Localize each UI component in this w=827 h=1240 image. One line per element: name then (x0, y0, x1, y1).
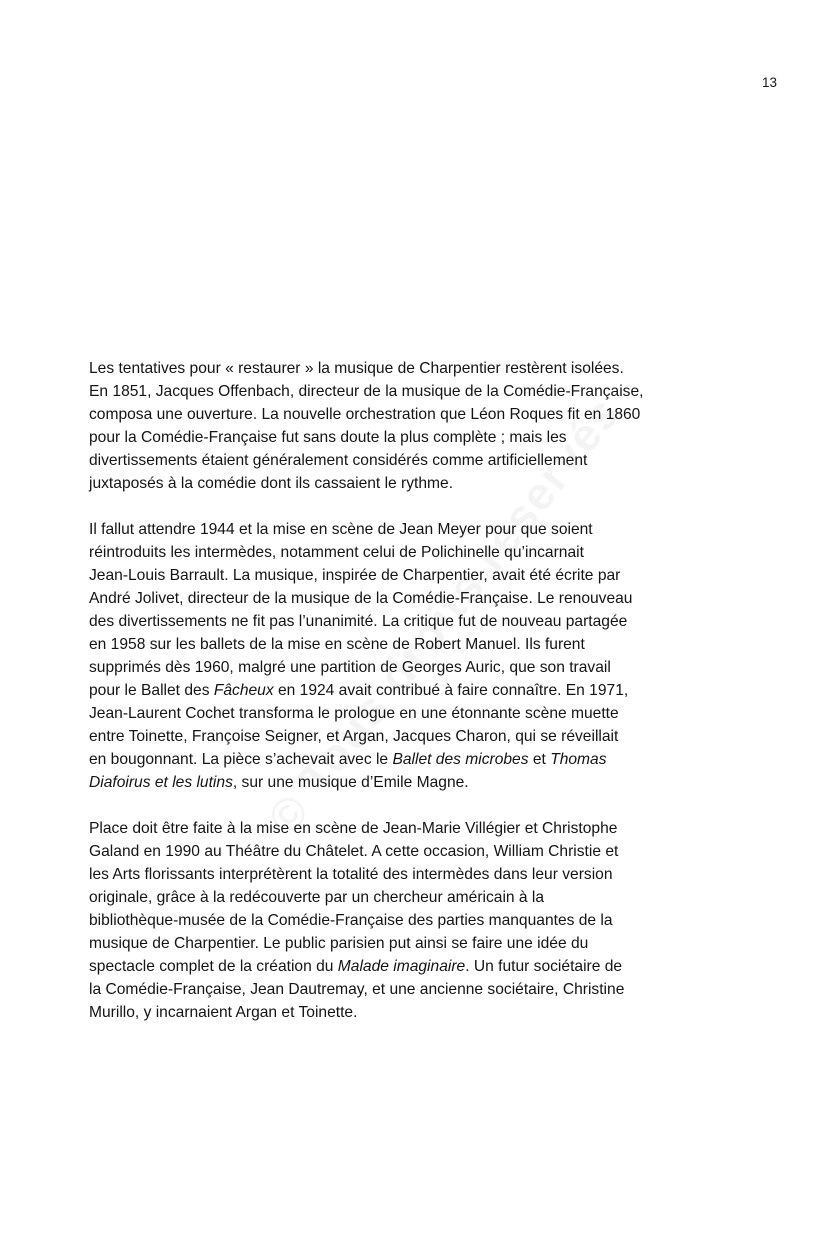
text-line (89, 587, 749, 610)
text-run: Les tentatives pour « restaurer » la musique de Charpentier restèrent isolées. (89, 360, 624, 377)
text-line (89, 610, 749, 633)
text-line (89, 725, 749, 748)
text-run: la Comédie-Française, Jean Dautremay, et une ancienne sociétaire, Christine (89, 981, 625, 998)
text-run: en 1924 avait contribué à faire connaître. En 1971, (273, 682, 629, 699)
text-line (89, 449, 749, 472)
text-line (89, 541, 749, 564)
italic-title: Fâcheux (213, 682, 274, 699)
text-run: et (528, 751, 551, 768)
text-line (89, 403, 749, 426)
text-run: Murillo, y incarnaient Argan et Toinette. (89, 1004, 358, 1021)
text-run: En 1851, Jacques Offenbach, directeur de la musique de la Comédie-Française, (89, 383, 644, 400)
text-line (89, 978, 749, 1001)
paragraph (89, 518, 749, 794)
paragraph (89, 357, 749, 495)
text-run: pour la Comédie-Française fut sans doute la plus complète ; mais les (89, 429, 567, 446)
text-run: réintroduits les intermèdes, notamment celui de Polichinelle qu’incarnait (89, 544, 584, 561)
text-line (89, 357, 749, 380)
text-line (89, 1001, 749, 1024)
text-line (89, 817, 749, 840)
text-run: bibliothèque-musée de la Comédie-Française des parties manquantes de la (89, 912, 613, 929)
text-run: . Un futur sociétaire de (465, 958, 623, 975)
text-run: pour le Ballet des (89, 682, 214, 699)
text-line (89, 955, 749, 978)
italic-title: Ballet des microbes (392, 751, 529, 768)
text-run: les Arts florissants interprétèrent la totalité des intermèdes dans leur version (89, 866, 613, 883)
text-run: Jean-Laurent Cochet transforma le prologue en une étonnante scène muette (89, 705, 619, 722)
text-run: Place doit être faite à la mise en scène de Jean-Marie Villégier et Christophe (89, 820, 618, 837)
text-line (89, 748, 749, 771)
italic-title: Diafoirus et les lutins (89, 774, 233, 791)
text-run: , sur une musique d’Emile Magne. (232, 774, 469, 791)
text-line (89, 840, 749, 863)
text-run: Jean-Louis Barrault. La musique, inspirée de Charpentier, avait été écrite par (89, 567, 621, 584)
text-line (89, 656, 749, 679)
text-line (89, 932, 749, 955)
text-line (89, 426, 749, 449)
text-run: en bougonnant. La pièce s’achevait avec le (89, 751, 393, 768)
text-run: en 1958 sur les ballets de la mise en scène de Robert Manuel. Ils furent (89, 636, 585, 653)
text-line (89, 886, 749, 909)
italic-title: Thomas (550, 751, 607, 768)
text-run: spectacle complet de la création du (89, 958, 338, 975)
text-run: Il fallut attendre 1944 et la mise en scène de Jean Meyer pour que soient (89, 521, 593, 538)
text-line (89, 633, 749, 656)
text-run: supprimés dès 1960, malgré une partition de Georges Auric, que son travail (89, 659, 611, 676)
text-line (89, 380, 749, 403)
paragraph (89, 817, 749, 1024)
page-number: 13 (761, 75, 777, 90)
text-run: entre Toinette, Françoise Seigner, et Argan, Jacques Charon, qui se réveillait (89, 728, 619, 745)
text-run: divertissements étaient généralement considérés comme artificiellement (89, 452, 588, 469)
text-run: musique de Charpentier. Le public parisien put ainsi se faire une idée du (89, 935, 589, 952)
text-run: André Jolivet, directeur de la musique de la Comédie-Française. Le renouveau (89, 590, 633, 607)
text-line (89, 771, 749, 794)
italic-title: Malade imaginaire (337, 958, 466, 975)
text-line (89, 679, 749, 702)
text-run: Galand en 1990 au Théâtre du Châtelet. A cette occasion, William Christie et (89, 843, 619, 860)
text-line (89, 518, 749, 541)
text-line (89, 863, 749, 886)
text-run: des divertissements ne fit pas l’unanimité. La critique fut de nouveau partagée (89, 613, 628, 630)
text-run: juxtaposés à la comédie dont ils cassaient le rythme. (89, 475, 454, 492)
text-line (89, 472, 749, 495)
text-run: originale, grâce à la redécouverte par un chercheur américain à la (89, 889, 545, 906)
body-text (89, 357, 749, 1047)
text-line (89, 564, 749, 587)
text-line (89, 702, 749, 725)
text-run: composa une ouverture. La nouvelle orchestration que Léon Roques fit en 1860 (89, 406, 641, 423)
text-line (89, 909, 749, 932)
